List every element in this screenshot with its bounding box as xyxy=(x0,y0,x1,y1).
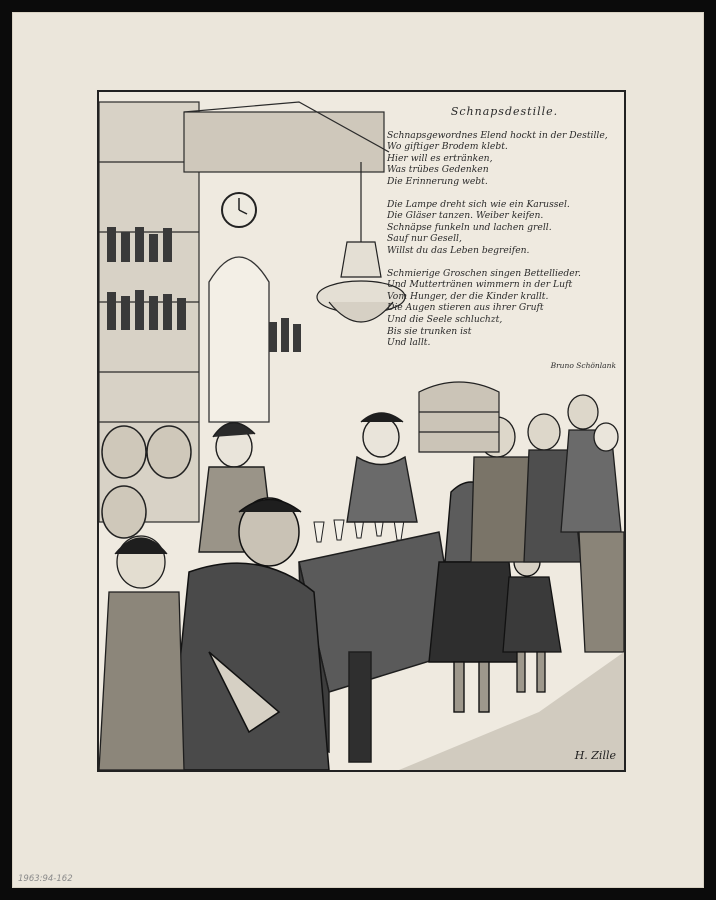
poem-title: Schnapsdestille. xyxy=(450,105,559,118)
poem-line: Die Lampe dreht sich wie ein Karussel. xyxy=(387,198,570,210)
inventory-number: 1963:94-162 xyxy=(18,874,73,884)
display-cabinet xyxy=(419,382,499,452)
clock xyxy=(222,193,256,227)
poem-line: Die Augen stieren aus ihrer Gruft xyxy=(387,302,544,314)
poem-line: Die Erinnerung webt. xyxy=(387,175,488,187)
poem-line: Sauf nur Gesell, xyxy=(387,233,462,245)
poem-line: Schnäpse funkeln und lachen grell. xyxy=(387,221,552,233)
artist-signature: H. Zille xyxy=(574,749,616,762)
paper-sheet xyxy=(12,12,704,888)
stanza-3 xyxy=(387,268,622,349)
poem-line: Vom Hunger, der die Kinder krallt. xyxy=(387,290,549,302)
poem-line: Schnapsgewordnes Elend hockt in der Destille, xyxy=(387,129,608,141)
stanza-1 xyxy=(387,130,622,188)
child-figure xyxy=(503,547,561,692)
poem-author: Bruno Schönlank xyxy=(550,360,616,370)
poem-line: Schmierige Groschen singen Bettellieder. xyxy=(387,267,581,279)
poem-line: Wo giftiger Brodem klebt. xyxy=(387,141,508,153)
onlooker-figure xyxy=(99,536,184,770)
stanza-2 xyxy=(387,199,622,257)
poem-line: Und lallt. xyxy=(387,337,431,349)
poem-line: Und Muttertränen wimmern in der Luft xyxy=(387,279,573,291)
poem-line: Bis sie trunken ist xyxy=(387,325,472,337)
poem-text xyxy=(387,102,622,371)
sleeping-man-figure xyxy=(169,498,329,770)
poem-line: Hier will es ertränken, xyxy=(387,152,493,164)
poem-line: Was trübes Gedenken xyxy=(387,164,489,176)
barmaid-figure xyxy=(347,413,417,522)
poem-line: Die Gläser tanzen. Weiber keifen. xyxy=(387,210,544,222)
poem-line: Willst du das Leben begreifen. xyxy=(387,244,530,256)
print-frame xyxy=(97,90,626,772)
doorway xyxy=(209,257,269,422)
poem-line: Und die Seele schluchzt, xyxy=(387,313,503,325)
